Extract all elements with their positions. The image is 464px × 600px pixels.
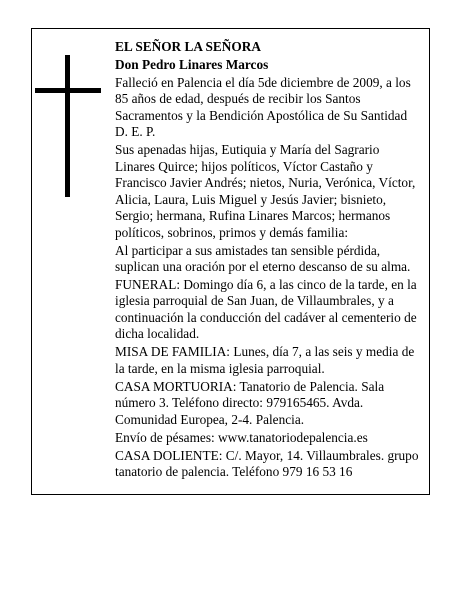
deceased-name: Don Pedro Linares Marcos [115, 56, 269, 72]
cross-icon [35, 55, 101, 197]
death-announcement: Falleció en Palencia el día 5de diciembre de 2009, a los 85 años de edad, después de recibir los Santos Sacramentos y la Bendición Apostólica de Su Santidad D. E. P. [115, 74, 411, 140]
prayer-request: Al participar a sus amistades tan sensible pérdida, suplican una oración por el eterno descanso de su alma. [115, 242, 411, 275]
notice-title: EL SEÑOR LA SEÑORA [115, 39, 261, 54]
condolences-info: Envío de pésames: www.tanatoriodepalencia.es [115, 429, 368, 445]
family-mass-info: MISA DE FAMILIA: Lunes, día 7, a las seis y media de la tarde, en la misma iglesia parroquial. [115, 344, 415, 376]
obituary-text [115, 39, 420, 482]
mourning-house-info: CASA DOLIENTE: C/. Mayor, 14. Villaumbrales. grupo tanatorio de palencia. Teléfono 979 16 53 16 [115, 447, 419, 480]
cross-horizontal-bar [35, 88, 101, 93]
funeral-info: FUNERAL: Domingo día 6, a las cinco de la tarde, en la iglesia parroquial de San Juan, de Villaumbrales, y a continuación la conducción del cadáver al cementerio de dicha localidad. [115, 276, 417, 342]
family-list: Sus apenadas hijas, Eutiquia y María del Sagrario Linares Quirce; hijos políticos, Víctor Castaño y Francisco Javier Andrés; nietos, Nuria, Verónica, Víctor, Alicia, Laura, Luis Miguel y Jesús Javier; bisnieto, Sergio; hermana, Rufina Linares Marcos; hermanos políticos, sobrinos, primos y demás familia: [115, 142, 416, 240]
cross-vertical-bar [65, 55, 70, 197]
mortuary-info: CASA MORTUORIA: Tanatorio de Palencia. Sala número 3. Teléfono directo: 979165465. Avda. Comunidad Europea, 2-4. Palencia. [115, 378, 385, 427]
